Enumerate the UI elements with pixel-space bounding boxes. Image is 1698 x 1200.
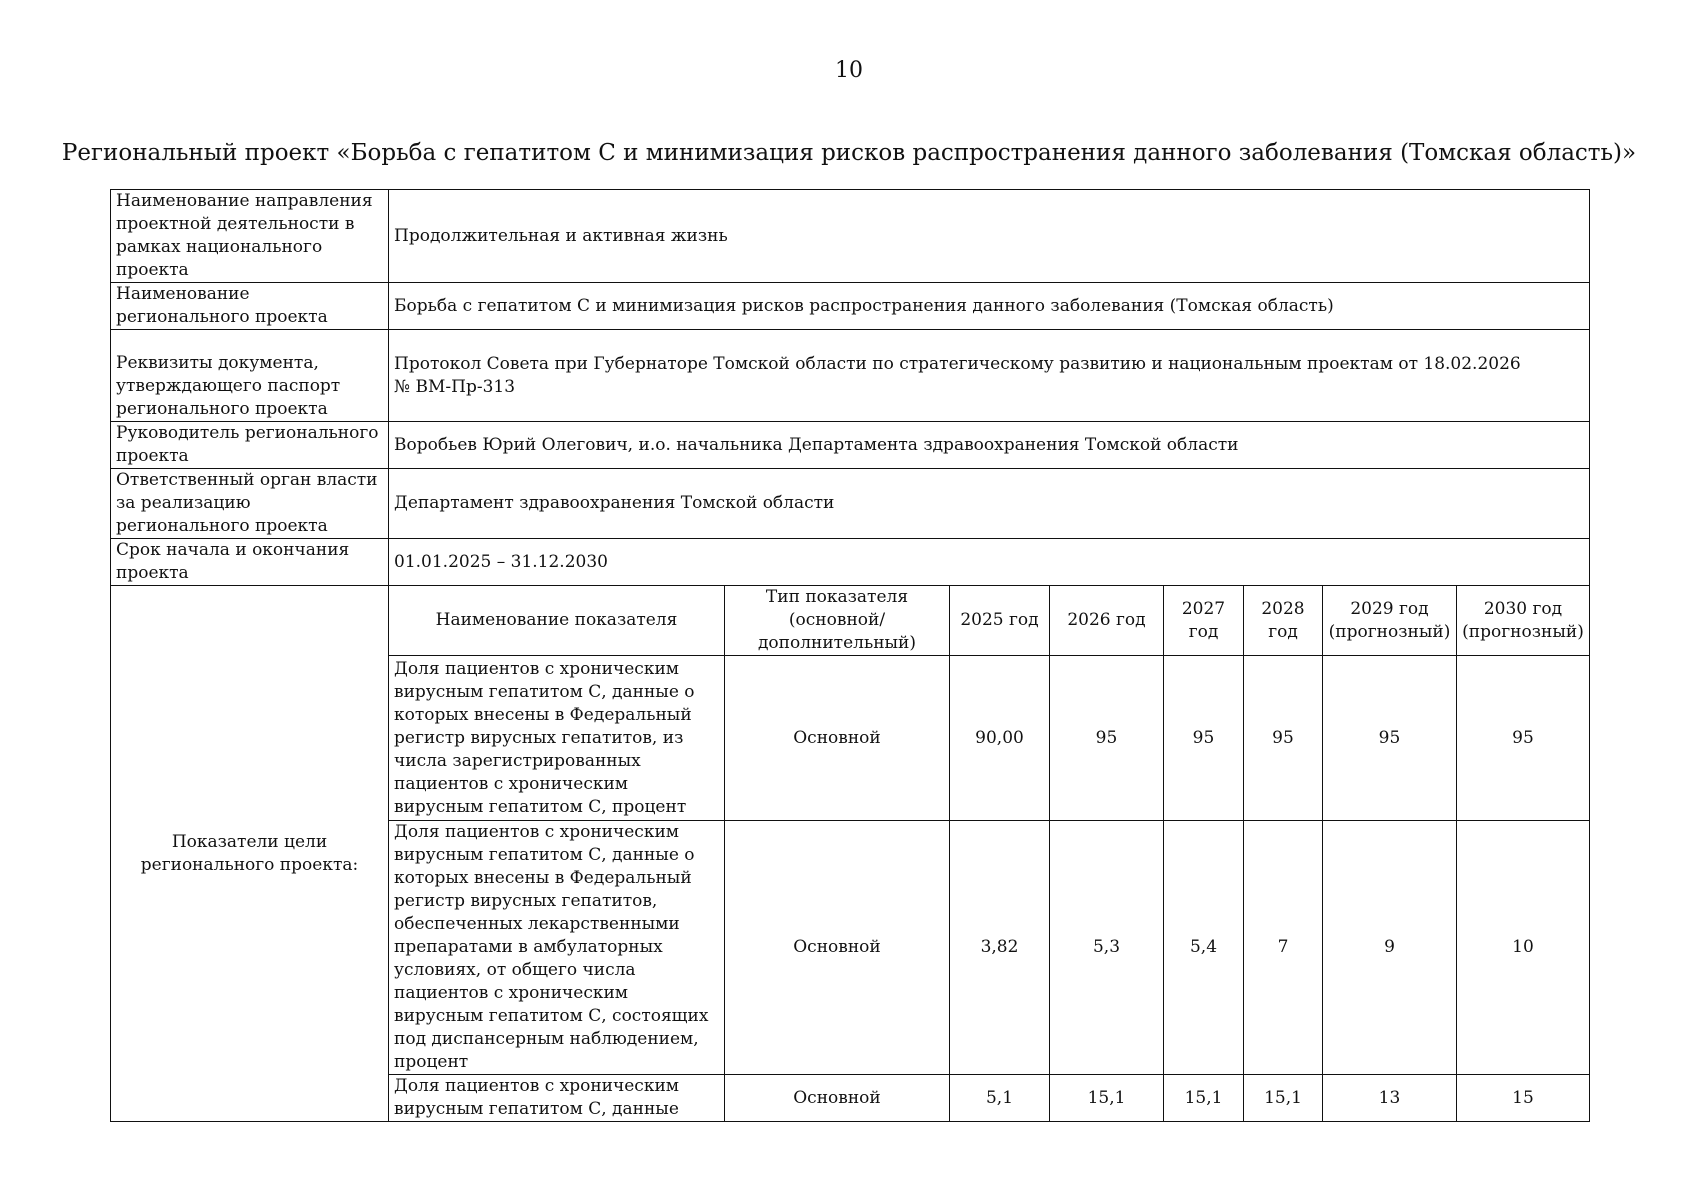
passport-value: Воробьев Юрий Олегович, и.о. начальника Департамента здравоохранения Томской области: [389, 422, 1590, 469]
passport-label: Руководитель регионального проекта: [111, 422, 389, 469]
indicator-value-2029: 9: [1323, 821, 1457, 1075]
document-title: Региональный проект «Борьба с гепатитом С и минимизация рисков распространения данного заболевания (Томская область)»: [61, 140, 1637, 166]
passport-value: 01.01.2025 – 31.12.2030: [389, 539, 1590, 586]
passport-row: [111, 190, 1590, 283]
indicator-value-2028: 95: [1244, 656, 1323, 821]
passport-label: Срок начала и окончания проекта: [111, 539, 389, 586]
indicator-type: Основной: [725, 1075, 950, 1122]
indicator-value-2026: 15,1: [1050, 1075, 1164, 1122]
passport-label: Наименование регионального проекта: [111, 283, 389, 330]
indicator-value-2030: 95: [1457, 656, 1590, 821]
project-passport-table: [110, 189, 1590, 1122]
page-number: 10: [835, 58, 863, 83]
column-header-2025: 2025 год: [950, 586, 1050, 656]
passport-value-line: № ВМ-Пр-313: [394, 376, 516, 397]
indicator-type: Основной: [725, 821, 950, 1075]
indicator-type: Основной: [725, 656, 950, 821]
passport-value: [389, 330, 1590, 422]
passport-row: [111, 539, 1590, 586]
column-header-2027: 2027 год: [1164, 586, 1244, 656]
indicator-value-2026: 5,3: [1050, 821, 1164, 1075]
passport-label: Ответственный орган власти за реализацию регионального проекта: [111, 469, 389, 539]
indicator-value-2027: 15,1: [1164, 1075, 1244, 1122]
indicator-value-2025: 5,1: [950, 1075, 1050, 1122]
column-header-2026: 2026 год: [1050, 586, 1164, 656]
column-header-2028: 2028 год: [1244, 586, 1323, 656]
indicator-value-2029: 13: [1323, 1075, 1457, 1122]
passport-value: Борьба с гепатитом С и минимизация рисков распространения данного заболевания (Томская область): [389, 283, 1590, 330]
passport-label: Наименование направления проектной деятельности в рамках национального проекта: [111, 190, 389, 283]
passport-value: Департамент здравоохранения Томской области: [389, 469, 1590, 539]
passport-row: [111, 469, 1590, 539]
indicators-header-row: [111, 586, 1590, 656]
indicator-value-2029: 95: [1323, 656, 1457, 821]
indicator-name: Доля пациентов с хроническим вирусным гепатитом С, данные: [389, 1075, 725, 1122]
passport-value-line: Протокол Совета при Губернаторе Томской области по стратегическому развитию и национальным проектам от 18.02.2026: [394, 353, 1521, 374]
indicator-value-2025: 3,82: [950, 821, 1050, 1075]
indicator-value-2030: 10: [1457, 821, 1590, 1075]
indicator-value-2027: 95: [1164, 656, 1244, 821]
column-header-name: Наименование показателя: [389, 586, 725, 656]
passport-row: [111, 422, 1590, 469]
column-header-2029: 2029 год (прогнозный): [1323, 586, 1457, 656]
indicator-value-2027: 5,4: [1164, 821, 1244, 1075]
indicator-name: Доля пациентов с хроническим вирусным гепатитом С, данные о которых внесены в Федеральный регистр вирусных гепатитов, из числа зарегистрированных пациентов с хроническим вирусным гепатитом С, процент: [389, 656, 725, 821]
passport-row: [111, 283, 1590, 330]
indicator-name: Доля пациентов с хроническим вирусным гепатитом С, данные о которых внесены в Федеральный регистр вирусных гепатитов, обеспеченных лекарственными препаратами в амбулаторных условиях, от общего числа пациентов с хроническим вирусным гепатитом С, состоящих под диспансерным наблюдением, процент: [389, 821, 725, 1075]
indicator-value-2028: 15,1: [1244, 1075, 1323, 1122]
indicator-value-2025: 90,00: [950, 656, 1050, 821]
passport-row: [111, 330, 1590, 422]
column-header-type: Тип показателя (основной/ дополнительный): [725, 586, 950, 656]
indicator-value-2026: 95: [1050, 656, 1164, 821]
goal-indicators-label: Показатели цели регионального проекта:: [111, 586, 389, 1122]
column-header-2030: 2030 год (прогнозный): [1457, 586, 1590, 656]
indicator-value-2030: 15: [1457, 1075, 1590, 1122]
passport-label: Реквизиты документа, утверждающего паспорт регионального проекта: [111, 330, 389, 422]
passport-value: Продолжительная и активная жизнь: [389, 190, 1590, 283]
indicator-value-2028: 7: [1244, 821, 1323, 1075]
